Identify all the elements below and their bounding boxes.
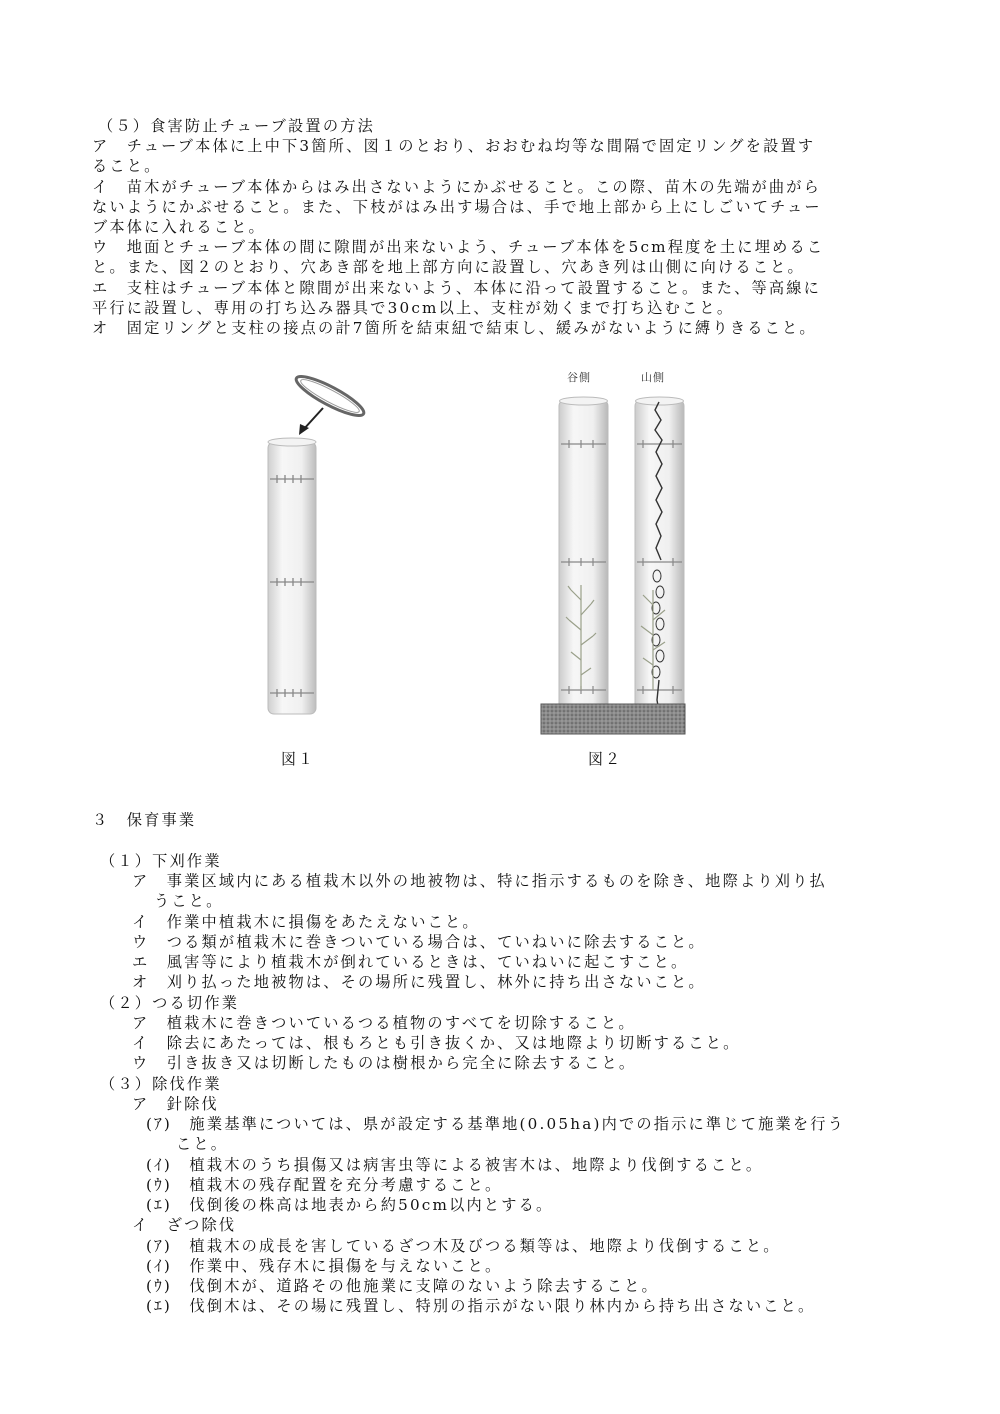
jobatsu-i-title: イ ざつ除伐 xyxy=(132,1216,237,1234)
jobatsu-a-1-line2: こと。 xyxy=(176,1135,229,1153)
jobatsu-a-title: ア 針除伐 xyxy=(132,1095,219,1113)
valley-side-tube xyxy=(559,400,608,718)
shitagari-e: エ 風害等により植栽木が倒れているときは、ていねいに起こすこと。 xyxy=(132,953,689,971)
paragraph-u-line2: と。また、図２のとおり、穴あき部を地上部方向に設置し、穴あき列は山側に向けること。 xyxy=(92,258,805,276)
figure-1 xyxy=(255,370,385,720)
ground xyxy=(541,704,685,734)
jobatsu-i-2: (ｲ) 作業中、残存木に損傷を与えないこと。 xyxy=(146,1257,503,1275)
tube-body xyxy=(268,442,316,714)
tsurukiri-i: イ 除去にあたっては、根もろとも引き抜くか、又は地際より切断すること。 xyxy=(132,1034,741,1052)
paragraph-a-line2: ること。 xyxy=(92,157,162,175)
jobatsu-a-4: (ｴ) 伐倒後の株高は地表から約50cm以内とする。 xyxy=(146,1196,554,1214)
section-title: （５）食害防止チューブ設置の方法 xyxy=(98,117,375,135)
paragraph-u-line1: ウ 地面とチューブ本体の間に隙間が出来ないよう、チューブ本体を5cm程度を土に埋めるこ xyxy=(92,238,825,256)
paragraph-i-line3: ブ本体に入れること。 xyxy=(92,218,266,236)
figure-2-caption: 図２ xyxy=(588,750,623,768)
jobatsu-title: （３）除伐作業 xyxy=(100,1075,222,1093)
section-3-title: ３ 保育事業 xyxy=(92,811,197,829)
tsurukiri-u: ウ 引き抜き又は切断したものは樹根から完全に除去すること。 xyxy=(132,1054,637,1072)
tsurukiri-title: （２）つる切作業 xyxy=(100,994,240,1012)
shitagari-title: （１）下刈作業 xyxy=(100,852,222,870)
jobatsu-a-2: (ｲ) 植栽木のうち損傷又は病害虫等による被害木は、地際より伐倒すること。 xyxy=(146,1156,764,1174)
jobatsu-i-1: (ｱ) 植栽木の成長を害しているざつ木及びつる類等は、地際より伐倒すること。 xyxy=(146,1237,781,1255)
tsurukiri-a: ア 植栽木に巻きついているつる植物のすべてを切除すること。 xyxy=(132,1014,636,1032)
mountain-side-label: 山側 xyxy=(641,371,665,384)
shitagari-a-line1: ア 事業区域内にある植栽木以外の地被物は、特に指示するものを除き、地際より刈り払 xyxy=(132,872,827,890)
paragraph-i-line2: ないようにかぶせること。また、下枝がはみ出す場合は、手で地上部から上にしごいてチュー xyxy=(92,198,822,216)
shitagari-i: イ 作業中植栽木に損傷をあたえないこと。 xyxy=(132,913,480,931)
jobatsu-a-1-line1: (ｱ) 施業基準については、県が設定する基準地(0.05ha)内での指示に準じて施業を行う xyxy=(146,1115,846,1133)
valley-side-label: 谷側 xyxy=(567,371,591,384)
shitagari-u: ウ つる類が植栽木に巻きついている場合は、ていねいに除去すること。 xyxy=(132,933,706,951)
figure-2 xyxy=(535,390,695,740)
jobatsu-a-3: (ｳ) 植栽木の残存配置を充分考慮すること。 xyxy=(146,1176,503,1194)
paragraph-a-line1: ア チューブ本体に上中下3箇所、図１のとおり、おおむね均等な間隔で固定リングを設置す xyxy=(92,137,816,155)
figure-1-caption: 図１ xyxy=(281,750,316,768)
jobatsu-i-4: (ｴ) 伐倒木は、その場に残置し、特別の指示がない限り林内から持ち出さないこと。 xyxy=(146,1297,816,1315)
shitagari-a-line2: うこと。 xyxy=(154,892,224,910)
paragraph-i-line1: イ 苗木がチューブ本体からはみ出さないようにかぶせること。この際、苗木の先端が曲がら xyxy=(92,178,822,196)
shitagari-o: オ 刈り払った地被物は、その場所に残置し、林外に持ち出さないこと。 xyxy=(132,973,706,991)
fixing-ring xyxy=(292,370,368,422)
paragraph-o-line1: オ 固定リングと支柱の接点の計7箇所を結束紐で結束し、緩みがないように縛りきること。 xyxy=(92,319,817,337)
jobatsu-i-3: (ｳ) 伐倒木が、道路その他施業に支障のないよう除去すること。 xyxy=(146,1277,659,1295)
paragraph-e-line1: エ 支柱はチューブ本体と隙間が出来ないよう、本体に沿って設置すること。また、等高線に xyxy=(92,279,822,297)
paragraph-e-line2: 平行に設置し、専用の打ち込み器具で30cm以上、支柱が効くまで打ち込むこと。 xyxy=(92,299,735,317)
